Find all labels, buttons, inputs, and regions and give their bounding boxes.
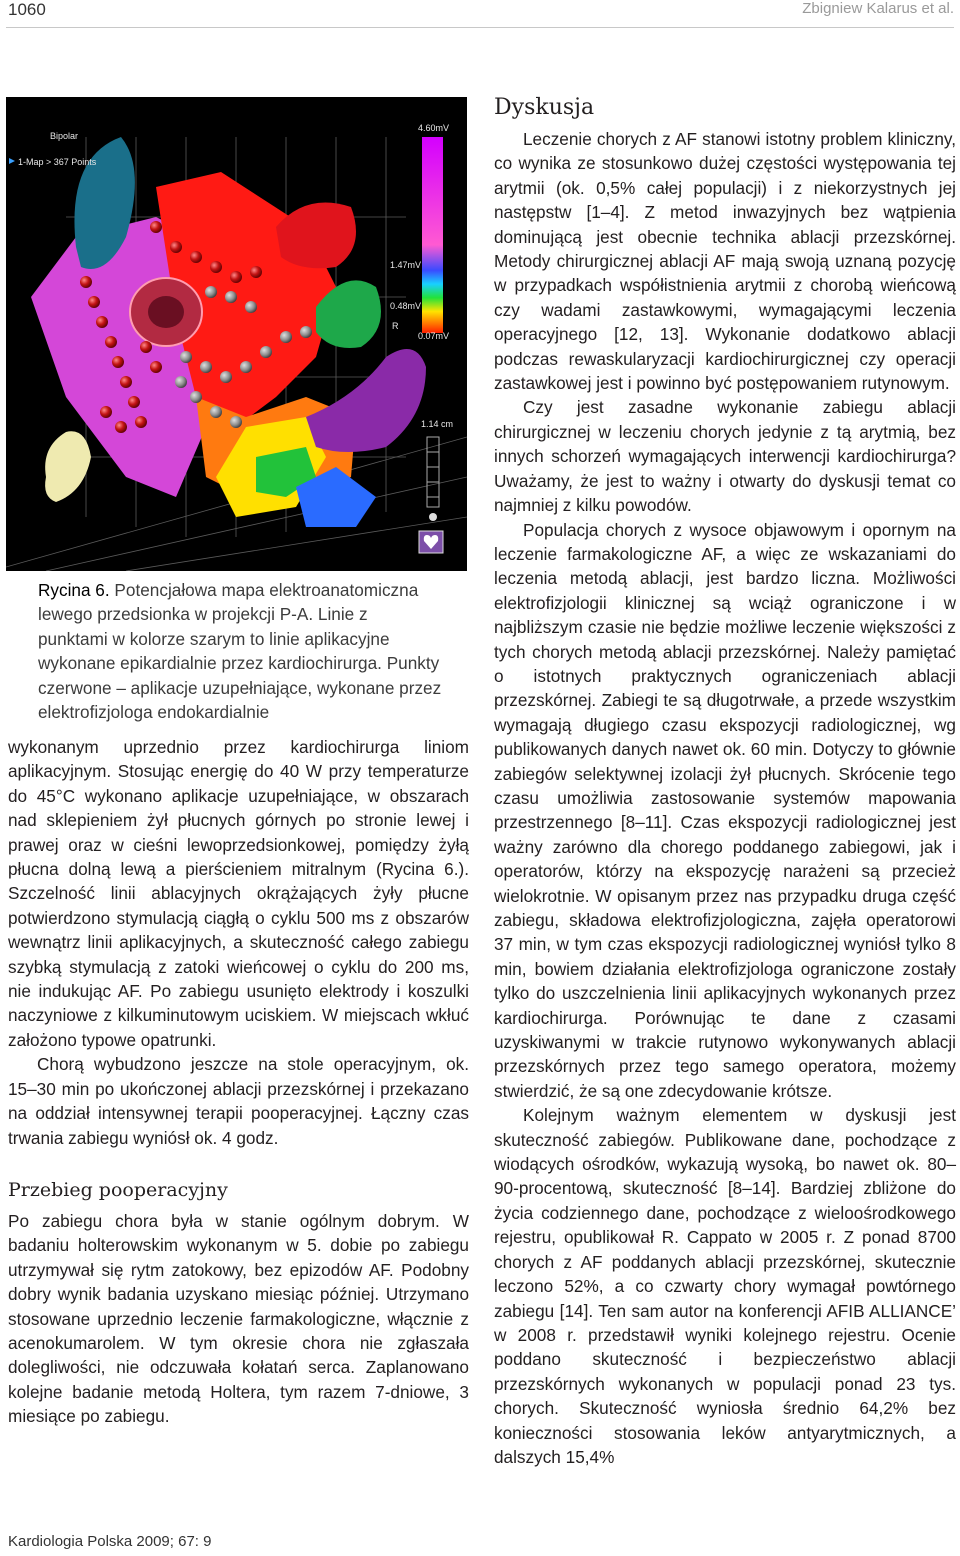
pulmonary-ring-inner (148, 296, 184, 328)
section-heading-postoperative: Przebieg pooperacyjny (8, 1178, 228, 1201)
section-heading-discussion: Dyskusja (494, 95, 595, 120)
left-paragraph-2: Chorą wybudzono jeszcze na stole operacyjnym, ok. 15–30 min po ukończonej ablacji przezskórnej i przekazano na oddział intensywnej terapii pooperacyjnej. Łączny czas trwania zabiegu wyniósł ok. 4 godz. (8, 1054, 469, 1148)
scale-label-bottom: 0.07mV (418, 331, 450, 341)
electroanatomic-map-image (6, 97, 467, 571)
left-paragraph-1: wykonanym uprzednio przez kardiochirurga liniom aplikacyjnym. Stosując energię do 40 W przy temperaturze do 45°C wykonano aplikacje uzupełniające, w obszarach nad sklepieniem żył płucnych górnych po stronie lewej i prawej oraz w cieśni lewoprzedsionkowej, pomiędzy żyłą płucna dolną lewą a pierścieniem mitralnym (Rycina 6.). Szczelność linii ablacyjnych okrążających żyły płucne potwierdzono stymulacją ciągłą o cyklu 500 ms z obszarów wewnątrz linii aplikacyjnych, a skuteczność całego zabiegu szybką stymulacją z zatoki wieńcowej o cyklu do 200 ms, nie indukując AF. Po zabiegu usunięto elektrody i koszulki naczyniowe z kilkuminutowym uciskiem. W miejscach wkłuć założono typowe opatrunki. (8, 737, 469, 1050)
right-paragraph-3: Populacja chorych z wysoce objawowym i opornym na leczenie farmakologiczne AF, a więc ze wskazaniami do leczenia metodą ablacji, jest bardzo liczna. Możliwości elektrofizjologii klinicznej są wciąż ograniczone i w najbliższym czasie nie będzie możliwe leczenie większości z tych chorych metodą ablacji przezskórnej. Należy pamiętać o istotnych praktycznych ograniczeniach ablacji przezskórnej. Zabiegi te są długotrwałe, a przede wszystkim wymagają długiego czasu ekspozycji radiologicznej, wg publikowanych danych nawet ok. 60 min. Dotyczy to głównie zabiegów selektywnej izolacji żył płucnych. Skrócenie tego czasu umożliwia zastosowanie systemów mapowania przestrzennego [8–11]. Czas ekspozycji radiologicznej jest ważny zarówno dla chorego poddanego zabiegowi, jak i operatorów, którzy na ekspozycję narażeni są przecież wielokrotnie. W opisanym przez nas przypadku druga część zabiegu, składowa elektrofizjologiczna, zajęła operatorowi 37 min, w tym czas ekspozycji radiologicznej wyniósł tylko 8 min, bowiem działania elektrofizjologa ograniczone zostały tylko do uszczelnienia linii aplikacyjnych wykonanych przez kardiochirurga. Porównując te dane z czasami uzyskiwanymi w trakcie rutynowo wykonywanych ablacji przezskórnych przez tego samego operatora, możemy stwierdzić, że są one zdecydowanie krótsze. (494, 519, 956, 1101)
caption-text: Potencjałowa mapa elektroanatomiczna lewego przedsionka w projekcji P-A. Linie z punktami w kolorze szarym to linie aplikacyjne wykonane epikardialnie przez kardiochirurga. Punkty czerwone – aplikacje uzupełniające, wykonane przez elektrofizjologa endokardialnie (38, 580, 442, 723)
electroanatomic-map-figure (6, 97, 467, 571)
right-paragraph-2: Czy jest zasadne wykonanie zabiegu ablacji chirurgicznej w leczeniu chorych jedynie z tą arytmią, bez innych schorzeń wymagających interwencji kardiochirurga? Uważamy, że jest to ważny i otwarty do dyskusji temat co najmniej z kilku powodów. (494, 397, 956, 516)
distance-label: 1.14 cm (421, 419, 454, 429)
figure-label-map: 1-Map > 367 Points (18, 157, 97, 167)
right-column (494, 93, 956, 1469)
figure-side-letter: R (392, 321, 399, 331)
header-rule (6, 27, 954, 28)
right-paragraph-1: Leczenie chorych z AF stanowi istotny problem kliniczny, co wynika ze stosunkowo dużej częstości występowania tej arytmii (ok. 0,5% całej populacji) i z niekorzystnych jej następstw [1–4]. Z metod inwazyjnych bez wątpienia dominującą jest obecnie technika ablacji przezskórnej. Metody chirurgicznej ablacji AF mają swoją uznaną pozycję w przypadkach współistnienia arytmii z chorobą wieńcową czy wadami zastawkowymi, wymagającymi leczenia operacyjnego [12, 13]. Wykonanie dodatkowo ablacji podczas rewaskularyzacji kardiochirurgicznej czy operacji zastawkowej jest i powinno być postępowaniem rutynowym. (494, 129, 956, 394)
running-head: Zbigniew Kalarus et al. (802, 0, 954, 17)
figure-caption (38, 578, 442, 724)
footer-journal-citation: Kardiologia Polska 2009; 67: 9 (8, 1533, 212, 1550)
scale-label-top: 4.60mV (418, 123, 450, 133)
caption-label: Rycina 6. (38, 580, 110, 600)
page-number: 1060 (8, 0, 46, 19)
left-column (8, 735, 469, 1429)
scale-label-mid1: 1.47mV (390, 260, 422, 270)
figure-label-bipolar: Bipolar (50, 131, 79, 141)
left-paragraph-3: Po zabiegu chora była w stanie ogólnym dobrym. W badaniu holterowskim wykonanym w 5. dobie po zabiegu utrzymywał się rytm zatokowy, bez epizodów AF. Podobny dobry wynik badania uzyskano miesiąc później. Utrzymano stosowane uprzednio leczenie farmakologiczne, włącznie z acenokumarolem. W tym okresie chora nie zgłaszała dolegliwości, nie odczuwała kołatań serca. Zaplanowano kolejne badanie metodą Holtera, tym razem 7-dniowe, 3 miesiące po zabiegu. (8, 1210, 469, 1427)
voltage-scale-bar (422, 137, 443, 333)
right-paragraph-4: Kolejnym ważnym elementem w dyskusji jest skuteczność zabiegów. Publikowane dane, pochodzące z wiodących ośrodków, wykazują wysoką, bo nawet ok. 80–90-procentową, skuteczność [8–14]. Bardziej zbliżone do życia codziennego dane, pochodzące z wieloośrodkowego rejestru, opublikował R. Cappato w 2005 r. Z ponad 8700 chorych z AF poddanych ablacji przezskórnej, skutecznie leczono 52%, a co czwarty chory wymagał powtórnego zabiegu [14]. Ten sam autor na konferencji AFIB ALLIANCE’ w 2008 r. przedstawił wyniki kolejnego rejestru. Ocenie poddano skuteczność i bezpieczeństwo ablacji przezskórnych wykonanych w populacji ponad 23 tys. chorych. Skuteczność wyniosła średnio 64,2% bez konieczności stosowania leków antyarytmicznych, a dalszych 15,4% (494, 1105, 956, 1467)
scale-label-mid2: 0.48mV (390, 301, 422, 311)
